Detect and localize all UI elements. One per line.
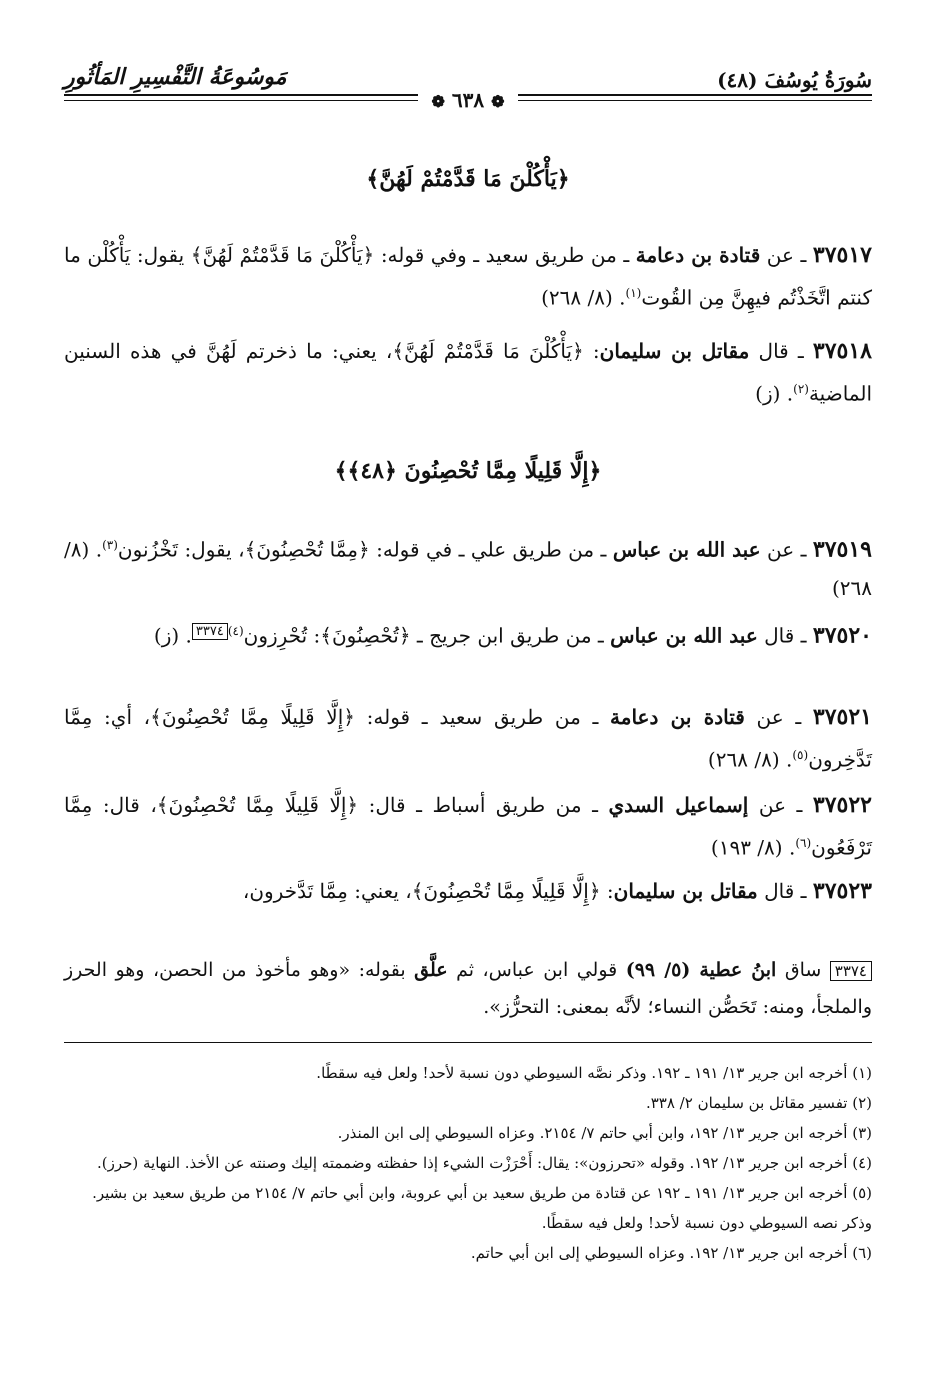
entry-number: ٣٧٥٢٢ [812, 792, 872, 818]
entry-text: ـ قال [757, 879, 813, 903]
page-number-box [418, 88, 519, 112]
entry-number: ٣٧٥٢٣ [812, 878, 872, 904]
entry [64, 786, 872, 867]
footnote: (١) أخرجه ابن جرير ١٣/ ١٩١ ـ ١٩٢. وذكر نصَّه السيوطي دون نسبة لأحد! ولعل فيه سقطًا. [316, 1064, 872, 1082]
entry-text: ـ من طريق علي ـ في قوله: ﴿مِمَّا تُحْصِنُونَ﴾، يقول: تَخْزُنون [117, 537, 613, 562]
footnote: (٢) تفسير مقاتل بن سليمان ٢/ ٣٣٨. [645, 1094, 872, 1112]
commentary-ref-box[interactable]: ٣٣٧٤ [192, 623, 228, 640]
entry-text: ـ قال [749, 339, 813, 363]
footnote: (٦) أخرجه ابن جرير ١٣/ ١٩٢. وعزاه السيوطي إلى ابن أبي حاتم. [470, 1244, 872, 1262]
entry-source: . (٨/ ٢٦٨) [707, 747, 793, 772]
entry-source: . (٨/ ٢٦٨) [541, 285, 626, 310]
page-number: ٦٣٨ [451, 88, 485, 112]
ornament-icon: ❁ [431, 92, 445, 111]
entry-number: ٣٧٥١٧ [812, 242, 872, 268]
footnotes [64, 1058, 872, 1268]
commentary-bold: علَّق [414, 959, 448, 981]
ayah-heading: ﴿إِلَّا قَلِيلًا مِمَّا تُحْصِنُونَ ﴿٤٨﴾﴾ [334, 458, 602, 484]
surah-title: سُورَةُ يُوسُفَ (٤٨) [717, 68, 872, 92]
commentary-bold: ابنُ عطية (٥/ ٩٩) [625, 959, 777, 981]
entry-text: ـ عن [748, 793, 813, 817]
commentary-text: ساق [776, 959, 830, 981]
narrator-name: قتادة بن دعامة [635, 243, 761, 267]
entry-text: : ﴿يَأْكُلْنَ مَا قَدَّمْتُمْ لَهُنَّ﴾، يعني: ما ذخرتم لَهُنَّ في هذه السنين الماضية [64, 339, 872, 406]
entry-number: ٣٧٥٢٠ [812, 622, 872, 649]
footnote-ref[interactable]: (٢) [793, 382, 809, 396]
entry-text: ـ قال [757, 623, 813, 648]
book-title: مَوسُوعَةُ التَّفْسِيرِ المَأثُورِ [64, 64, 287, 90]
entry-text: ـ عن [760, 537, 813, 562]
entry [64, 332, 872, 413]
narrator-name: مقاتل بن سليمان [599, 339, 750, 363]
entry-text: ـ عن [760, 243, 813, 267]
entry-number: ٣٧٥١٨ [812, 338, 872, 364]
footnote: (٣) أخرجه ابن جرير ١٣/ ١٩٢، وابن أبي حاتم ٧/ ٢١٥٤. وعزاه السيوطي إلى ابن المنذر. [337, 1124, 872, 1142]
footnote-ref[interactable]: (٣) [102, 538, 118, 552]
footnote: (٥) أخرجه ابن جرير ١٣/ ١٩١ ـ ١٩٢ عن قتادة من طريق سعيد بن أبي عروبة، وابن أبي حاتم ٧/ ٢١٥٤ من طريق سعيد بن بشير. وذكر نصه السيوطي دون نسبة لأحد! ولعل فيه سقطًا. [92, 1184, 872, 1232]
entry-number: ٣٧٥١٩ [812, 536, 872, 563]
entry [64, 236, 872, 317]
entry [64, 872, 872, 910]
entry-source: . (٨/ ١٩٣) [710, 835, 796, 860]
footnote: (٤) أخرجه ابن جرير ١٣/ ١٩٢. وقوله «تحرزون»: يقال: أَحْرَزْت الشيء إذا حفظته وضممته إليك وصنته عن الأخذ. النهاية (حرز). [96, 1154, 872, 1172]
entry-text: ـ من طريق سعيد ـ قوله: ﴿إِلَّا قَلِيلًا مِمَّا تُحْصِنُونَ﴾، أي: مِمَّا تَدَّخِرون [64, 705, 872, 772]
entry-text: ـ من طريق أسباط ـ قال: ﴿إِلَّا قَلِيلًا مِمَّا تُحْصِنُونَ﴾، قال: مِمَّا تَرْفَعُون [64, 793, 872, 860]
entry-source: . (٨/ ٢٦٨) [64, 537, 872, 600]
entry-text: ـ من طريق سعيد ـ وفي قوله: ﴿يَأْكُلْنَ مَا قَدَّمْتُمْ لَهُنَّ﴾ يقول: يَأْكُلْن ما كنتم اتَّخَذْتُم فيهِنَّ مِن القُوت [64, 243, 872, 310]
commentary-text: بقوله: «وهو مأخوذ من الحصن، وهو الحرز والملجأ، ومنه: تَحَصُّن النساء؛ لأنَّه بمعنى: التحرُّز». [64, 959, 872, 1018]
entry [64, 612, 872, 655]
footnote-ref[interactable]: (٥) [792, 748, 809, 762]
entry-source: . (ز) [755, 381, 794, 406]
entry-text: : ﴿إِلَّا قَلِيلًا مِمَّا تُحْصِنُونَ﴾، يعني: مِمَّا تَدَّخرون، [242, 879, 614, 903]
entry-text: ـ من طريق ابن جريج ـ ﴿تُحْصِنُونَ﴾: تُحْرِزون [243, 623, 611, 648]
commentary-text: قولي ابن عباس، ثم [447, 959, 626, 981]
footnote-divider [64, 1042, 872, 1043]
narrator-name: قتادة بن دعامة [610, 705, 745, 729]
footnote-ref[interactable]: (١) [625, 286, 642, 300]
page-header [64, 60, 872, 122]
ornament-icon: ❁ [491, 92, 505, 111]
entry [64, 526, 872, 607]
footnote-ref[interactable]: (٤) [227, 624, 244, 638]
narrator-name: عبد الله بن عباس [610, 623, 758, 648]
ayah-heading: ﴿يَأْكُلْنَ مَا قَدَّمْتُمْ لَهُنَّ﴾ [366, 166, 570, 192]
commentary-note [64, 952, 872, 1025]
entry-text: ـ عن [744, 705, 813, 729]
commentary-box-number: ٣٣٧٤ [830, 961, 872, 981]
narrator-name: عبد الله بن عباس [612, 537, 761, 562]
entry-number: ٣٧٥٢١ [812, 704, 872, 730]
footnote-ref[interactable]: (٦) [795, 836, 812, 850]
entry-source: . (ز) [153, 623, 192, 648]
entry [64, 698, 872, 779]
narrator-name: مقاتل بن سليمان [613, 879, 758, 903]
narrator-name: إسماعيل السدي [608, 793, 749, 817]
